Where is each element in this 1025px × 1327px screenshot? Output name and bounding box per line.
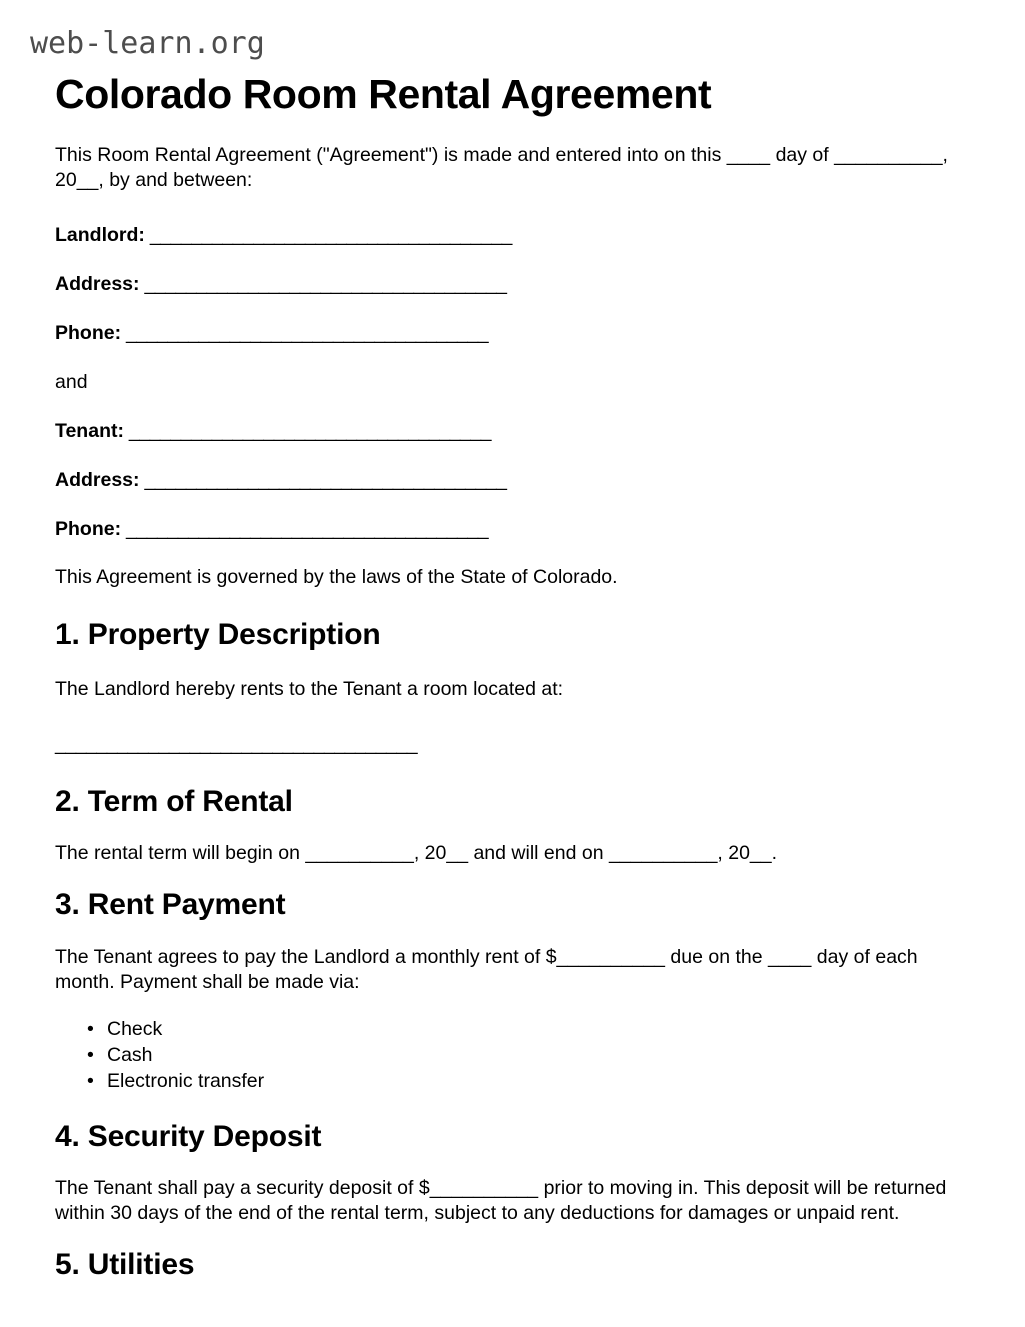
tenant-address-label: Address: [55, 468, 140, 491]
landlord-blank-line[interactable]: ___________________________________ [144, 223, 512, 246]
document-content [55, 72, 950, 1304]
tenant-address-blank-line[interactable]: ___________________________________ [139, 468, 507, 491]
section-heading-security-deposit: 4. Security Deposit [55, 1119, 322, 1153]
landlord-name-field-row [55, 223, 950, 248]
tenant-label: Tenant: [55, 419, 124, 442]
governing-law-paragraph: This Agreement is governed by the laws of the State of Colorado. [55, 566, 618, 589]
list-item: • Check [107, 1017, 950, 1042]
section-paragraph-term-of-rental: The rental term will begin on __________, 20__ and will end on __________, 20__. [55, 842, 778, 865]
section-heading-term-of-rental: 2. Term of Rental [55, 784, 293, 818]
payment-method-list [55, 1017, 950, 1094]
page-title: Colorado Room Rental Agreement [55, 71, 712, 117]
section-heading-property-description: 1. Property Description [55, 618, 381, 652]
landlord-phone-field-row [55, 321, 950, 346]
section-paragraph-property-description: The Landlord hereby rents to the Tenant a room located at: [55, 677, 564, 700]
tenant-name-field-row [55, 419, 950, 444]
tenant-phone-field-row [55, 517, 950, 542]
tenant-address-field-row [55, 468, 950, 493]
landlord-phone-blank-line[interactable]: ___________________________________ [121, 321, 489, 344]
landlord-label: Landlord: [55, 223, 145, 246]
section-heading-rent-payment: 3. Rent Payment [55, 888, 286, 922]
intro-paragraph: This Room Rental Agreement ("Agreement") is made and entered into on this ____ day of __________, 20__, by and between: [55, 143, 948, 191]
tenant-phone-label: Phone: [55, 517, 122, 540]
list-item: • Cash [107, 1043, 950, 1068]
section-paragraph-rent-payment: The Tenant agrees to pay the Landlord a monthly rent of $__________ due on the ____ day of each month. Payment shall be made via: [55, 945, 918, 993]
section-paragraph-security-deposit: The Tenant shall pay a security deposit of $__________ prior to moving in. This deposit will be returned within 30 days of the end of the rental term, subject to any deductions for damages or unpaid rent. [55, 1177, 947, 1225]
section-heading-utilities: 5. Utilities [55, 1247, 195, 1281]
conjunction-and: and [55, 370, 88, 393]
landlord-address-label: Address: [55, 272, 140, 295]
site-watermark: web-learn.org [30, 26, 265, 61]
landlord-address-blank-line[interactable]: ___________________________________ [139, 272, 507, 295]
landlord-phone-label: Phone: [55, 321, 122, 344]
tenant-blank-line[interactable]: ___________________________________ [123, 419, 491, 442]
list-item: • Electronic transfer [107, 1069, 950, 1094]
property-address-blank-line[interactable]: ___________________________________ [55, 732, 418, 755]
landlord-address-field-row [55, 272, 950, 297]
tenant-phone-blank-line[interactable]: ___________________________________ [121, 517, 489, 540]
